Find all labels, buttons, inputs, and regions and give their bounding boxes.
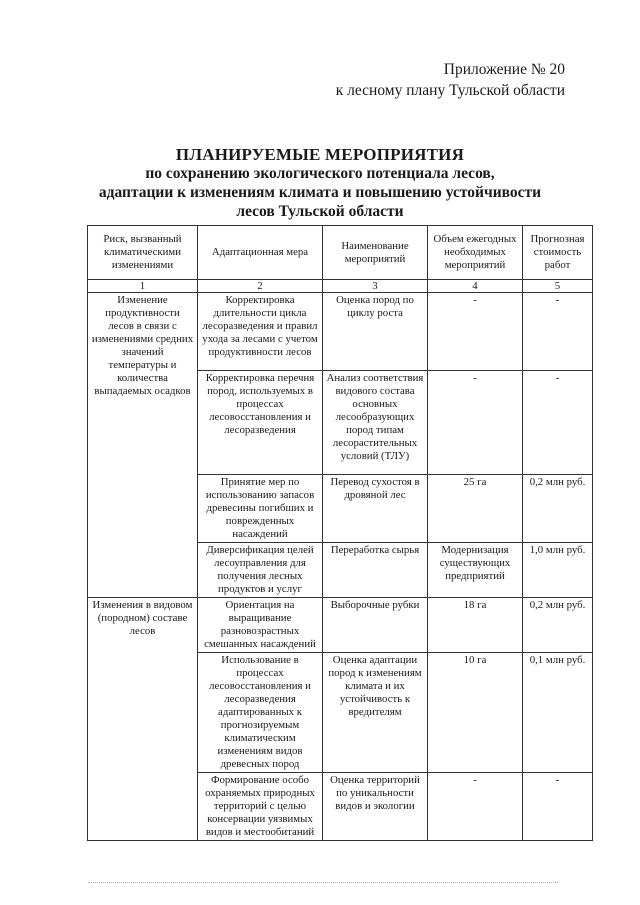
table-row [88, 293, 593, 371]
column-number: 5 [523, 280, 593, 293]
measure-cell: Корректировка длительности цикла лесоразведения и правил ухода за лесами с учетом продуктивности лесов [198, 293, 323, 371]
measure-cell: Принятие мер по использованию запасов древесины погибших и поврежденных насаждений [198, 475, 323, 543]
volume-cell: Модернизация существующих предприятий [428, 543, 523, 598]
cost-cell: - [523, 371, 593, 475]
volume-cell: 18 га [428, 598, 523, 653]
volume-cell: - [428, 371, 523, 475]
risk-cell: Изменения в видовом (породном) составе лесов [88, 598, 198, 841]
measure-cell: Корректировка перечня пород, используемых в процессах лесовосстановления и лесоразведения [198, 371, 323, 475]
title-line-4: лесов Тульской области [236, 203, 404, 220]
risk-cell: Изменение продуктивности лесов в связи с изменениями средних значений температуры и количества выпадаемых осадков [88, 293, 198, 598]
activity-cell: Оценка пород по циклу роста [323, 293, 428, 371]
appendix-note [336, 59, 565, 101]
volume-cell: 10 га [428, 653, 523, 773]
header-risk: Риск, вызванный климатическими изменениями [88, 226, 198, 280]
column-number: 4 [428, 280, 523, 293]
measure-cell: Использование в процессах лесовосстановления и лесоразведения адаптированных к прогнозируемым климатическим изменениям видов древесных пород [198, 653, 323, 773]
cost-cell: 0,2 млн руб. [523, 598, 593, 653]
activity-cell: Переработка сырья [323, 543, 428, 598]
activity-cell: Выборочные рубки [323, 598, 428, 653]
appendix-number: Приложение № 20 [443, 61, 565, 78]
column-number: 1 [88, 280, 198, 293]
title-line-2: по сохранению экологического потенциала лесов, [145, 165, 495, 182]
measure-cell: Формирование особо охраняемых природных территорий с целью консервации уязвимых видов и местообитаний [198, 773, 323, 841]
measures-table [87, 225, 593, 841]
header-cost: Прогнозная стоимость работ [523, 226, 593, 280]
column-number: 3 [323, 280, 428, 293]
activity-cell: Анализ соответствия видового состава основных лесообразующих пород типам лесорастительных условий (ТЛУ) [323, 371, 428, 475]
volume-cell: 25 га [428, 475, 523, 543]
activity-cell: Оценка территорий по уникальности видов и экологии [323, 773, 428, 841]
appendix-reference: к лесному плану Тульской области [335, 82, 565, 99]
header-measure: Адаптационная мера [198, 226, 323, 280]
document-title [0, 145, 640, 221]
measure-cell: Ориентация на выращивание разновозрастных смешанных насаждений [198, 598, 323, 653]
column-number: 2 [198, 280, 323, 293]
cost-cell: 0,2 млн руб. [523, 475, 593, 543]
activity-cell: Перевод сухостоя в дровяной лес [323, 475, 428, 543]
measure-cell: Диверсификация целей лесоуправления для получения лесных продуктов и услуг [198, 543, 323, 598]
cost-cell: 1,0 млн руб. [523, 543, 593, 598]
cost-cell: - [523, 773, 593, 841]
header-volume: Объем ежегодных необходимых мероприятий [428, 226, 523, 280]
volume-cell: - [428, 293, 523, 371]
cost-cell: - [523, 293, 593, 371]
activity-cell: Оценка адаптации пород к изменениям климата и их устойчивость к вредителям [323, 653, 428, 773]
table-header-row [88, 226, 593, 280]
header-activity: Наименование мероприятий [323, 226, 428, 280]
title-heading: ПЛАНИРУЕМЫЕ МЕРОПРИЯТИЯ [175, 145, 465, 164]
column-number-row [88, 280, 593, 293]
footer-divider [88, 882, 558, 883]
title-line-3: адаптации к изменениям климата и повышению устойчивости [98, 184, 542, 201]
cost-cell: 0,1 млн руб. [523, 653, 593, 773]
table-row [88, 598, 593, 653]
volume-cell: - [428, 773, 523, 841]
